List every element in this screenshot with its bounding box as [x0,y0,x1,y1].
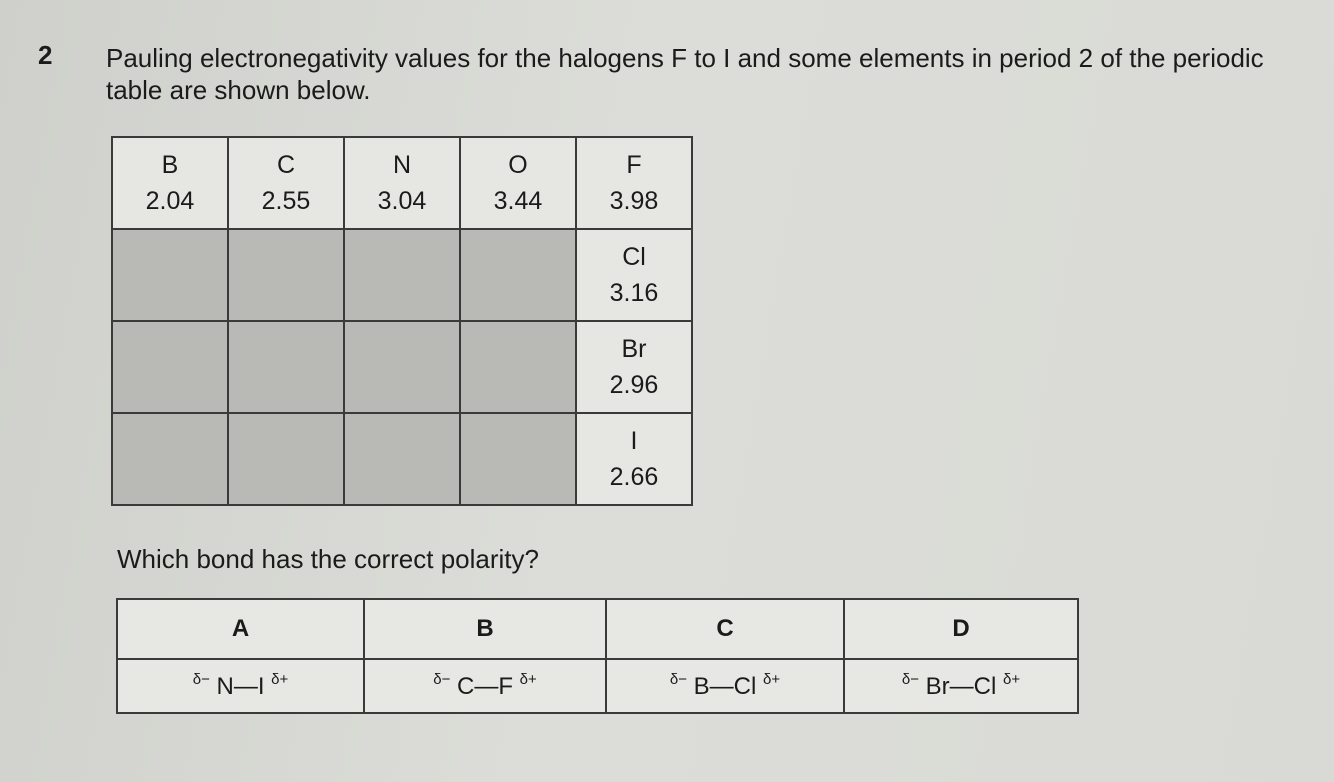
shaded-cell [460,229,576,321]
halogen-row-cl [112,229,692,321]
element-symbol: F [626,151,642,179]
option-c-bond[interactable] [606,659,844,713]
question-stem: Pauling electronegativity values for the halogens F to I and some elements in period 2 of the periodic table are shown below. [106,43,1264,105]
element-value: 2.66 [609,463,659,491]
element-value: 2.96 [609,371,659,399]
shaded-cell [460,413,576,505]
bond-formula: C—F [457,673,513,700]
electronegativity-table [111,136,693,506]
option-bonds-row [117,659,1078,713]
element-cell-o [460,137,576,229]
halogen-row-i [112,413,692,505]
period-2-row [112,137,692,229]
partial-negative-charge: δ− [901,671,919,688]
element-value: 2.55 [261,187,311,215]
option-d-letter[interactable]: D [844,599,1078,659]
option-b-letter[interactable]: B [364,599,606,659]
element-symbol: B [161,151,179,179]
option-a-letter[interactable]: A [117,599,364,659]
element-symbol: Cl [622,243,646,271]
shaded-cell [112,413,228,505]
shaded-cell [344,321,460,413]
shaded-cell [344,229,460,321]
halogen-row-br [112,321,692,413]
element-cell-cl [576,229,692,321]
option-d-bond[interactable] [844,659,1078,713]
partial-positive-charge: δ+ [763,671,781,688]
shaded-cell [460,321,576,413]
partial-positive-charge: δ+ [1003,671,1021,688]
option-letters-row [117,599,1078,659]
element-cell-br [576,321,692,413]
element-symbol: I [630,427,638,455]
shaded-cell [228,229,344,321]
element-cell-i [576,413,692,505]
answer-options-table [116,598,1079,714]
element-cell-f [576,137,692,229]
element-symbol: Br [621,335,647,363]
bond-formula: Br—Cl [925,673,997,700]
question-prompt: Which bond has the correct polarity? [117,544,539,574]
bond-formula: B—Cl [693,673,757,700]
element-value: 3.16 [609,279,659,307]
option-c-letter[interactable]: C [606,599,844,659]
element-value: 3.44 [493,187,543,215]
element-symbol: N [392,151,412,179]
element-cell-b [112,137,228,229]
element-value: 3.04 [377,187,427,215]
partial-negative-charge: δ− [669,671,687,688]
element-symbol: O [508,151,528,179]
partial-negative-charge: δ− [433,671,451,688]
shaded-cell [344,413,460,505]
element-cell-n [344,137,460,229]
shaded-cell [228,413,344,505]
shaded-cell [112,321,228,413]
partial-negative-charge: δ− [192,671,210,688]
bond-formula: N—I [216,673,265,700]
shaded-cell [228,321,344,413]
element-symbol: C [276,151,296,179]
option-a-bond[interactable] [117,659,364,713]
shaded-cell [112,229,228,321]
element-value: 2.04 [145,187,195,215]
question-number: 2 [38,40,53,70]
option-b-bond[interactable] [364,659,606,713]
partial-positive-charge: δ+ [271,671,289,688]
element-value: 3.98 [609,187,659,215]
partial-positive-charge: δ+ [519,671,537,688]
element-cell-c [228,137,344,229]
